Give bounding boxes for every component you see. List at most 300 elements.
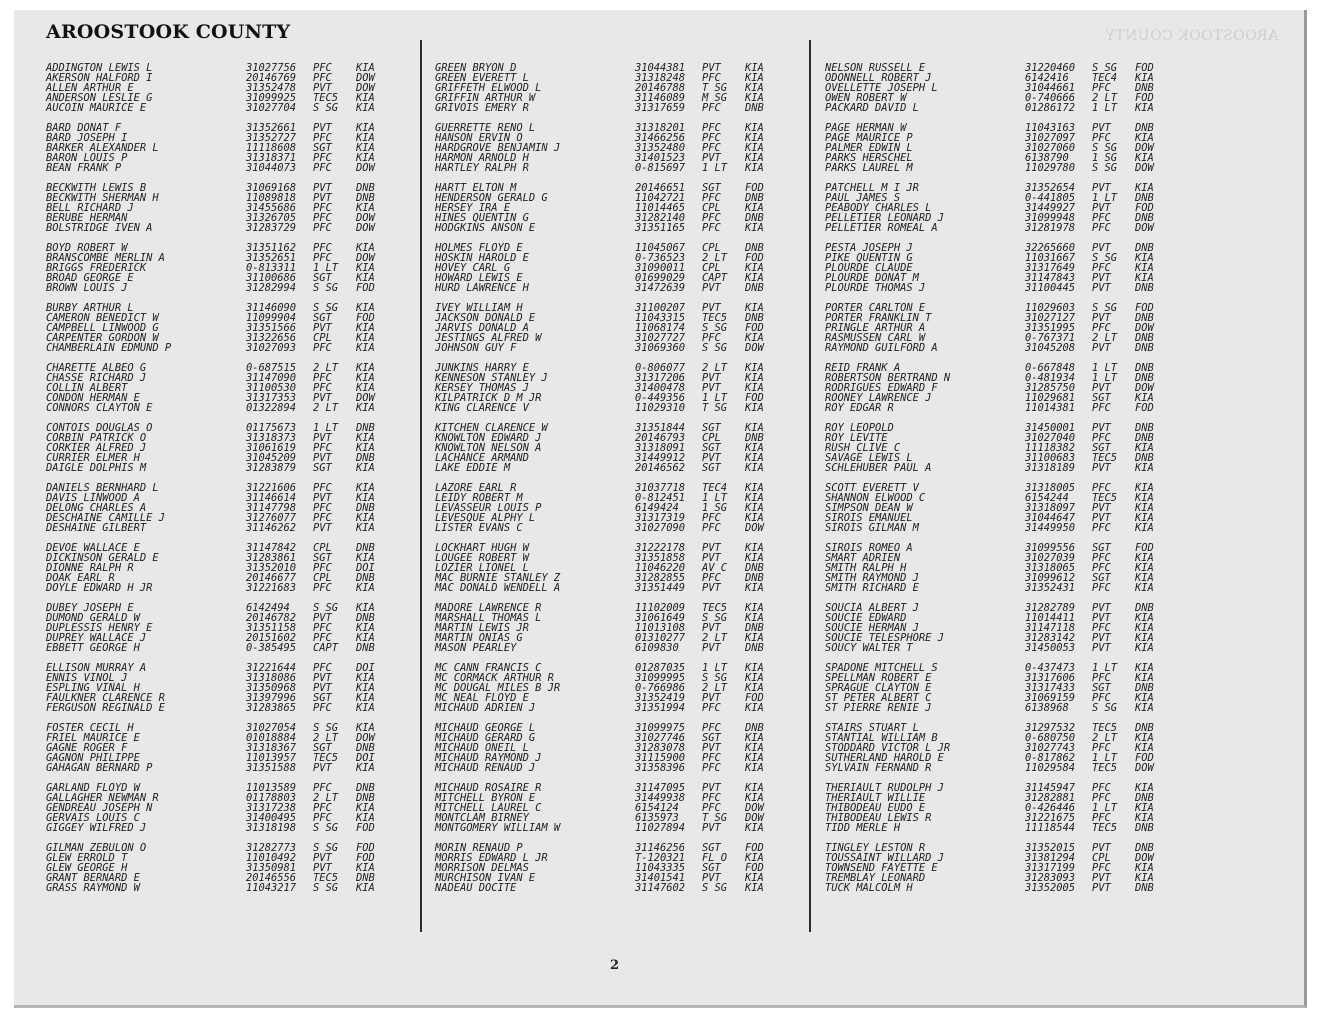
entry-grade: PFC [702,222,721,234]
entry-name: BELL RICHARD J [46,202,134,214]
roster-entry [435,583,775,593]
entry-serial-number: 31099995 [635,672,686,684]
entry-name: TOWNSEND FAYETTE E [825,862,938,874]
roster-group [46,783,386,833]
roster-group [46,63,386,113]
entry-name: BARD DONAT F [46,122,122,134]
entry-grade: CPL [702,202,721,214]
entry-grade: TEC5 [1092,492,1118,504]
entry-status: DNB [1135,212,1154,224]
entry-serial-number: 0-766986 [635,682,686,694]
entry-name: LEVESQUE ALPHY L [435,512,536,524]
entry-grade: PFC [1092,862,1111,874]
column-divider [420,40,422,932]
entry-status: KIA [1135,812,1154,824]
entry-name: LEIDY ROBERT M [435,492,523,504]
entry-name: AKERSON HALFORD I [46,72,153,84]
entry-status: KIA [356,302,375,314]
roster-entry [825,403,1165,413]
entry-status: KIA [745,262,764,274]
entry-status: KIA [356,702,375,714]
entry-serial-number: 31045208 [1025,342,1076,354]
entry-name: GUERRETTE RENO L [435,122,536,134]
entry-status: KIA [1135,462,1154,474]
entry-status: KIA [745,852,764,864]
entry-status: DNB [745,432,764,444]
entry-grade: PVT [313,762,332,774]
entry-grade: 2 LT [702,362,728,374]
entry-status: KIA [356,582,375,594]
entry-name: BROAD GEORGE E [46,272,134,284]
entry-serial-number: 31100445 [1025,282,1076,294]
entry-name: BECKWITH LEWIS B [46,182,147,194]
roster-entry [825,823,1165,833]
entry-status: DNB [1135,332,1154,344]
entry-serial-number: 0-767371 [1025,332,1076,344]
entry-name: KILPATRICK D M JR [435,392,542,404]
entry-status: DNB [1135,122,1154,134]
entry-serial-number: 31318091 [635,442,686,454]
entry-grade: 1 LT [702,662,728,674]
entry-status: KIA [745,422,764,434]
entry-grade: 1 LT [1092,662,1118,674]
entry-serial-number: 11042721 [635,192,686,204]
entry-grade: PVT [702,582,721,594]
entry-status: KIA [1135,392,1154,404]
roster-group [825,663,1165,713]
entry-serial-number: 31317206 [635,372,686,384]
entry-name: PLOURDE DONAT M [825,272,919,284]
entry-serial-number: 31351588 [246,762,297,774]
entry-serial-number: 31282855 [635,572,686,584]
entry-grade: PFC [702,762,721,774]
entry-grade: PVT [313,432,332,444]
entry-name: JARVIS DONALD A [435,322,529,334]
entry-serial-number: 20146562 [635,462,686,474]
entry-status: FOD [1135,202,1154,214]
entry-grade: PFC [702,132,721,144]
roster-group [435,63,775,113]
entry-grade: PVT [702,452,721,464]
entry-grade: S SG [1092,142,1118,154]
entry-serial-number: 31100686 [246,272,297,284]
entry-status: DNB [1135,282,1154,294]
entry-serial-number: 31145947 [1025,782,1076,794]
entry-serial-number: 31318373 [246,432,297,444]
entry-name: MC NEAL FLOYD E [435,692,529,704]
entry-serial-number: 31037718 [635,482,686,494]
entry-status: DOW [356,392,375,404]
roster-group [435,783,775,833]
bleed-through-title: AROOSTOOK COUNTY [1104,28,1278,44]
entry-serial-number: 31318201 [635,122,686,134]
entry-grade: PFC [702,192,721,204]
roster-entry [46,703,386,713]
entry-serial-number: 31147602 [635,882,686,894]
entry-name: HARTLEY RALPH R [435,162,529,174]
entry-status: KIA [745,682,764,694]
entry-serial-number: 20146556 [246,872,297,884]
entry-serial-number: 01310277 [635,632,686,644]
entry-serial-number: 31115900 [635,752,686,764]
entry-name: DESHAINE GILBERT [46,522,147,534]
entry-name: SOUCY WALTER T [825,642,913,654]
entry-grade: TEC4 [1092,72,1118,84]
entry-name: PARKS HERSCHEL [825,152,913,164]
entry-status: KIA [356,762,375,774]
entry-serial-number: 31027127 [1025,312,1076,324]
entry-status: DOW [745,522,764,534]
entry-grade: PVT [702,552,721,564]
entry-grade: PVT [1092,312,1111,324]
roster-group [825,63,1165,113]
roster-group [825,483,1165,533]
entry-status: DNB [356,612,375,624]
entry-status: DNB [1135,82,1154,94]
roster-entry [435,643,775,653]
entry-grade: SGT [702,462,721,474]
entry-serial-number: 11010492 [246,852,297,864]
entry-serial-number: 0-812451 [635,492,686,504]
entry-serial-number: 31352431 [1025,582,1076,594]
entry-serial-number: 31352419 [635,692,686,704]
roster-entry [825,703,1165,713]
document-page [14,10,1307,1008]
entry-serial-number: 0-813311 [246,262,297,274]
entry-status: DOW [356,252,375,264]
entry-grade: PFC [313,212,332,224]
entry-serial-number: 31317649 [1025,262,1076,274]
entry-status: KIA [1135,102,1154,114]
entry-serial-number: 31318198 [246,822,297,834]
entry-grade: CPL [702,242,721,254]
entry-status: KIA [356,552,375,564]
entry-serial-number: 11089818 [246,192,297,204]
entry-name: CONDON HERMAN E [46,392,140,404]
entry-status: DNB [356,872,375,884]
roster-entry [825,583,1165,593]
entry-status: DOI [356,562,375,574]
entry-serial-number: 31350968 [246,682,297,694]
entry-serial-number: 31317199 [1025,862,1076,874]
entry-grade: TEC5 [702,602,728,614]
entry-grade: PVT [1092,182,1111,194]
entry-name: PRINGLE ARTHUR A [825,322,926,334]
entry-status: DNB [356,792,375,804]
roster-group [435,123,775,173]
entry-name: LOCKHART HUGH W [435,542,529,554]
entry-serial-number: 11014411 [1025,612,1076,624]
entry-name: LEVASSEUR LOUIS P [435,502,542,514]
entry-name: DESCHAINE CAMILLE J [46,512,165,524]
entry-grade: TEC5 [1092,452,1118,464]
entry-name: MICHAUD ADRIEN J [435,702,536,714]
entry-status: DOW [356,82,375,94]
entry-serial-number: 31318189 [1025,462,1076,474]
entry-serial-number: 31147090 [246,372,297,384]
entry-grade: PFC [1092,222,1111,234]
entry-name: STANTIAL WILLIAM B [825,732,938,744]
entry-name: HINES QUENTIN G [435,212,529,224]
entry-status: KIA [1135,252,1154,264]
entry-status: KIA [1135,72,1154,84]
entry-grade: SGT [313,462,332,474]
entry-name: CORKIER ALFRED J [46,442,147,454]
entry-grade: PFC [1092,742,1111,754]
entry-status: KIA [745,362,764,374]
entry-grade: PFC [313,372,332,384]
entry-name: GILMAN ZEBULON O [46,842,147,854]
entry-serial-number: 31351162 [246,242,297,254]
entry-grade: PFC [313,342,332,354]
entry-name: GREEN BRYON D [435,62,517,74]
entry-name: LAZORE EARL R [435,482,517,494]
entry-name: BARD JOSEPH I [46,132,128,144]
entry-grade: PVT [702,542,721,554]
entry-status: DNB [1135,422,1154,434]
entry-name: SOUCIE TELESPHORE J [825,632,944,644]
entry-grade: PVT [702,822,721,834]
entry-serial-number: 11031667 [1025,252,1076,264]
entry-status: KIA [356,682,375,694]
entry-serial-number: 31146614 [246,492,297,504]
entry-grade: 2 LT [1092,92,1118,104]
entry-name: HOSKIN HAROLD E [435,252,529,264]
entry-name: TOUSSAINT WILLARD J [825,852,944,864]
entry-serial-number: 31147118 [1025,622,1076,634]
entry-serial-number: 31282881 [1025,792,1076,804]
entry-status: KIA [1135,672,1154,684]
roster-entry [825,103,1165,113]
entry-status: KIA [1135,632,1154,644]
entry-grade: PFC [313,582,332,594]
entry-serial-number: 31318248 [635,72,686,84]
entry-grade: 2 LT [1092,332,1118,344]
entry-serial-number: 31283093 [1025,872,1076,884]
entry-status: DNB [356,642,375,654]
roster-group [435,363,775,413]
entry-grade: PFC [1092,132,1111,144]
entry-grade: SGT [313,312,332,324]
entry-serial-number: 31100530 [246,382,297,394]
entry-status: KIA [1135,872,1154,884]
entry-name: ROONEY LAWRENCE J [825,392,932,404]
entry-name: MICHAUD GEORGE L [435,722,536,734]
entry-status: DNB [1135,602,1154,614]
entry-name: CAMPBELL LINWOOD G [46,322,159,334]
roster-entry [46,343,386,353]
entry-grade: PVT [702,302,721,314]
entry-name: PACKARD DAVID L [825,102,919,114]
entry-name: ANDERSON LESLIE G [46,92,153,104]
entry-name: GRIFFETH ELWOOD L [435,82,542,94]
entry-grade: PFC [313,562,332,574]
roster-group [435,663,775,713]
roster-group [435,603,775,653]
entry-name: DUMOND GERALD W [46,612,140,624]
roster-entry [435,163,775,173]
entry-name: BROWN LOUIS J [46,282,128,294]
entry-status: FOD [745,842,764,854]
entry-serial-number: 31027746 [635,732,686,744]
entry-status: KIA [356,812,375,824]
entry-name: MC CORMACK ARTHUR R [435,672,554,684]
entry-status: KIA [745,742,764,754]
entry-name: OVELLETTE JOSEPH L [825,82,938,94]
entry-status: DNB [1135,342,1154,354]
entry-grade: SGT [313,742,332,754]
entry-serial-number: 31352727 [246,132,297,144]
entry-status: KIA [356,462,375,474]
entry-serial-number: 6154124 [635,802,679,814]
entry-name: SOUCIA ALBERT J [825,602,919,614]
entry-grade: SGT [313,272,332,284]
entry-status: KIA [745,452,764,464]
entry-status: DNB [1135,432,1154,444]
entry-status: KIA [745,442,764,454]
entry-serial-number: 31351566 [246,322,297,334]
entry-grade: PFC [313,662,332,674]
entry-status: KIA [1135,662,1154,674]
entry-name: DELONG CHARLES A [46,502,147,514]
entry-serial-number: 20146793 [635,432,686,444]
entry-grade: 1 LT [1092,372,1118,384]
entry-serial-number: 6109830 [635,642,679,654]
entry-grade: TEC5 [313,92,339,104]
entry-status: KIA [745,762,764,774]
entry-grade: 1 LT [313,422,339,434]
entry-grade: PVT [313,82,332,94]
entry-serial-number: 11118382 [1025,442,1076,454]
entry-serial-number: 31027054 [246,722,297,734]
entry-name: DANIELS BERNHARD L [46,482,159,494]
entry-grade: PVT [313,852,332,864]
entry-grade: CPL [1092,852,1111,864]
entry-status: FOD [1135,62,1154,74]
entry-status: KIA [356,802,375,814]
entry-name: PATCHELL M I JR [825,182,919,194]
roster-group [46,243,386,293]
entry-grade: PFC [313,152,332,164]
entry-name: DUPLESSIS HENRY E [46,622,153,634]
entry-name: KNOWLTON NELSON A [435,442,542,454]
entry-serial-number: 11029603 [1025,302,1076,314]
entry-status: KIA [356,482,375,494]
entry-serial-number: 01018884 [246,732,297,744]
entry-grade: PFC [313,702,332,714]
entry-serial-number: 31326705 [246,212,297,224]
roster-group [825,363,1165,413]
entry-name: ALLEN ARTHUR E [46,82,134,94]
entry-grade: S SG [313,722,339,734]
entry-name: HURD LAWRENCE H [435,282,529,294]
entry-serial-number: 31317319 [635,512,686,524]
entry-grade: 2 LT [702,252,728,264]
entry-status: KIA [745,122,764,134]
entry-grade: PVT [1092,242,1111,254]
entry-status: KIA [1135,152,1154,164]
entry-serial-number: 31318097 [1025,502,1076,514]
entry-name: MICHAUD RAYMOND J [435,752,542,764]
entry-name: MORRISON DELMAS [435,862,529,874]
entry-name: DICKINSON GERALD E [46,552,159,564]
entry-status: KIA [356,632,375,644]
entry-name: HANSON ERVIN O [435,132,523,144]
entry-name: FRIEL MAURICE E [46,732,140,744]
entry-status: KIA [1135,562,1154,574]
entry-name: MADORE LAWRENCE R [435,602,542,614]
roster-column-1 [46,63,386,903]
entry-grade: PVT [1092,422,1111,434]
entry-status: KIA [745,222,764,234]
entry-status: DNB [1135,192,1154,204]
entry-grade: PFC [1092,562,1111,574]
entry-status: DOW [745,342,764,354]
entry-name: GAGNON PHILIPPE [46,752,140,764]
entry-status: DNB [356,542,375,554]
entry-serial-number: 0-449356 [635,392,686,404]
entry-status: KIA [356,382,375,394]
entry-name: OWEN ROBERT W [825,92,907,104]
entry-name: TREMBLAY LEONARD [825,872,926,884]
entry-grade: PFC [1092,432,1111,444]
roster-group [825,603,1165,653]
entry-status: DOW [356,72,375,84]
entry-name: MURCHISON IVAN E [435,872,536,884]
entry-grade: PFC [313,202,332,214]
entry-grade: PVT [1092,342,1111,354]
entry-name: MICHAUD ONEIL L [435,742,529,754]
entry-serial-number: 0-441805 [1025,192,1076,204]
entry-status: FOD [745,322,764,334]
entry-name: SCOTT EVERETT V [825,482,919,494]
entry-status: KIA [1135,442,1154,454]
entry-status: DNB [356,782,375,794]
entry-grade: PVT [313,392,332,404]
entry-serial-number: 6142494 [246,602,290,614]
entry-name: MONTCLAM BIRNEY [435,812,529,824]
entry-name: CONNORS CLAYTON E [46,402,153,414]
entry-serial-number: 11102009 [635,602,686,614]
entry-status: DOW [745,802,764,814]
entry-serial-number: 11046220 [635,562,686,574]
entry-grade: S SG [702,672,728,684]
entry-status: KIA [356,402,375,414]
roster-group [46,663,386,713]
entry-name: RUSH CLIVE C [825,442,901,454]
entry-grade: PFC [1092,622,1111,634]
entry-status: DNB [1135,362,1154,374]
entry-status: KIA [356,202,375,214]
entry-serial-number: 11014381 [1025,402,1076,414]
entry-status: KIA [745,82,764,94]
entry-grade: PFC [313,802,332,814]
entry-grade: PFC [1092,402,1111,414]
entry-grade: PFC [313,482,332,494]
entry-grade: 2 LT [702,632,728,644]
entry-name: SIROIS ROMEO A [825,542,913,554]
entry-status: KIA [745,552,764,564]
entry-status: DNB [745,642,764,654]
entry-serial-number: 31450001 [1025,422,1076,434]
entry-name: SPRAGUE CLAYTON E [825,682,932,694]
entry-grade: T SG [702,82,728,94]
entry-name: PELLETIER LEONARD J [825,212,944,224]
entry-status: DOW [1135,162,1154,174]
roster-group [46,183,386,233]
entry-name: GREEN EVERETT L [435,72,529,84]
entry-name: LACHANCE ARMAND [435,452,529,464]
